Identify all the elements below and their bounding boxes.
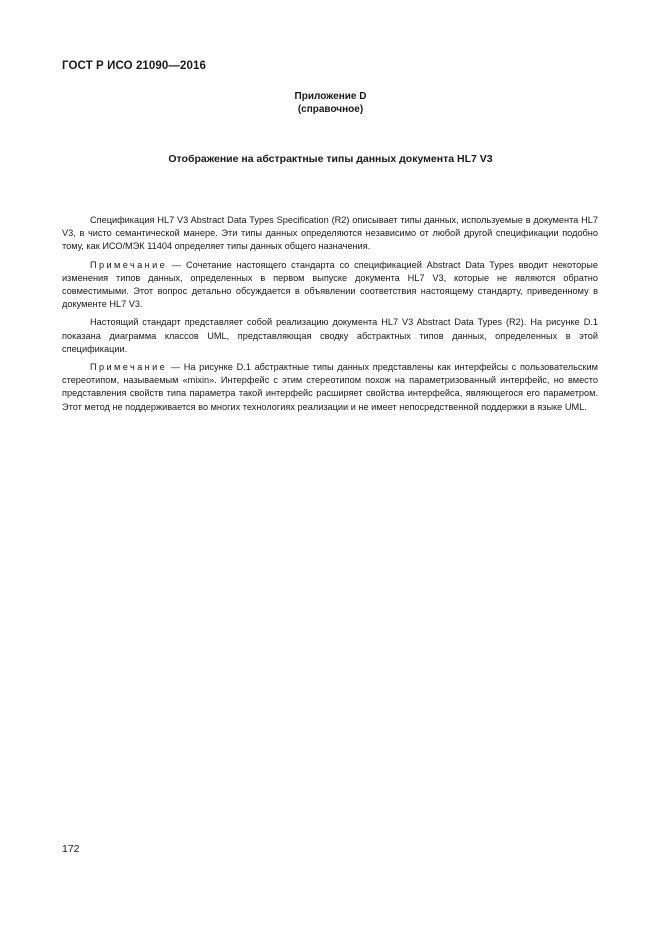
note-2-text: — На рисунке D.1 абстрактные типы данных представлены как интерфейсы с пользовательским стереотипом, называемым «mixin». Интерфейс с этим стереотипом похож на параметризованный интерфейс, но вместо представления свойств типа параметра такой интерфейс расширяет свойства интерфейса, являющегося его параметром. Этот метод не поддерживается во многих технологиях реализации и не имеет непосредственной поддержки в языке UML. xyxy=(62,362,598,412)
appendix-title: Приложение D xyxy=(294,91,367,102)
note-1-text: — Сочетание настоящего стандарта со спецификацией Abstract Data Types вводит некоторые изменения типов данных, определенных в первом выпуске документа HL7 V3, которые не являются обратно совместимыми. Этот вопрос детально обсуждается в объявлении соответствия настоящему стандарту, приведенному в документе HL7 V3. xyxy=(62,259,598,310)
section-title: Отображение на абстрактные типы данных документа HL7 V3 xyxy=(168,153,493,165)
paragraph-2 xyxy=(62,316,598,356)
note-1-label: Примечание xyxy=(90,259,168,270)
note-2-label: Примечание xyxy=(90,362,168,373)
standard-header: ГОСТ Р ИСО 21090—2016 xyxy=(62,60,207,72)
paragraph-2-text: Настоящий стандарт представляет собой реализацию документа HL7 V3 Abstract Data Types (R2). На рисунке D.1 показана диаграмма классов UML, представляющая сводку абстрактных типов данных, определенных в этой спецификации. xyxy=(62,317,598,354)
paragraph-1 xyxy=(62,214,598,254)
appendix-heading xyxy=(0,90,661,116)
paragraph-1-text: Спецификация HL7 V3 Abstract Data Types Specification (R2) описывает типы данных, используемые в документа HL7 V3, в чисто семантической манере. Эти типы данных определяются независимо от любой другой спецификации подобно тому, как ИСО/МЭК 11404 определяет типы данных общего назначения. xyxy=(62,215,598,252)
page-number: 172 xyxy=(62,843,80,855)
note-1 xyxy=(62,259,598,312)
note-2 xyxy=(62,361,598,414)
document-body xyxy=(62,214,598,419)
appendix-kind: (справочное) xyxy=(297,104,364,115)
